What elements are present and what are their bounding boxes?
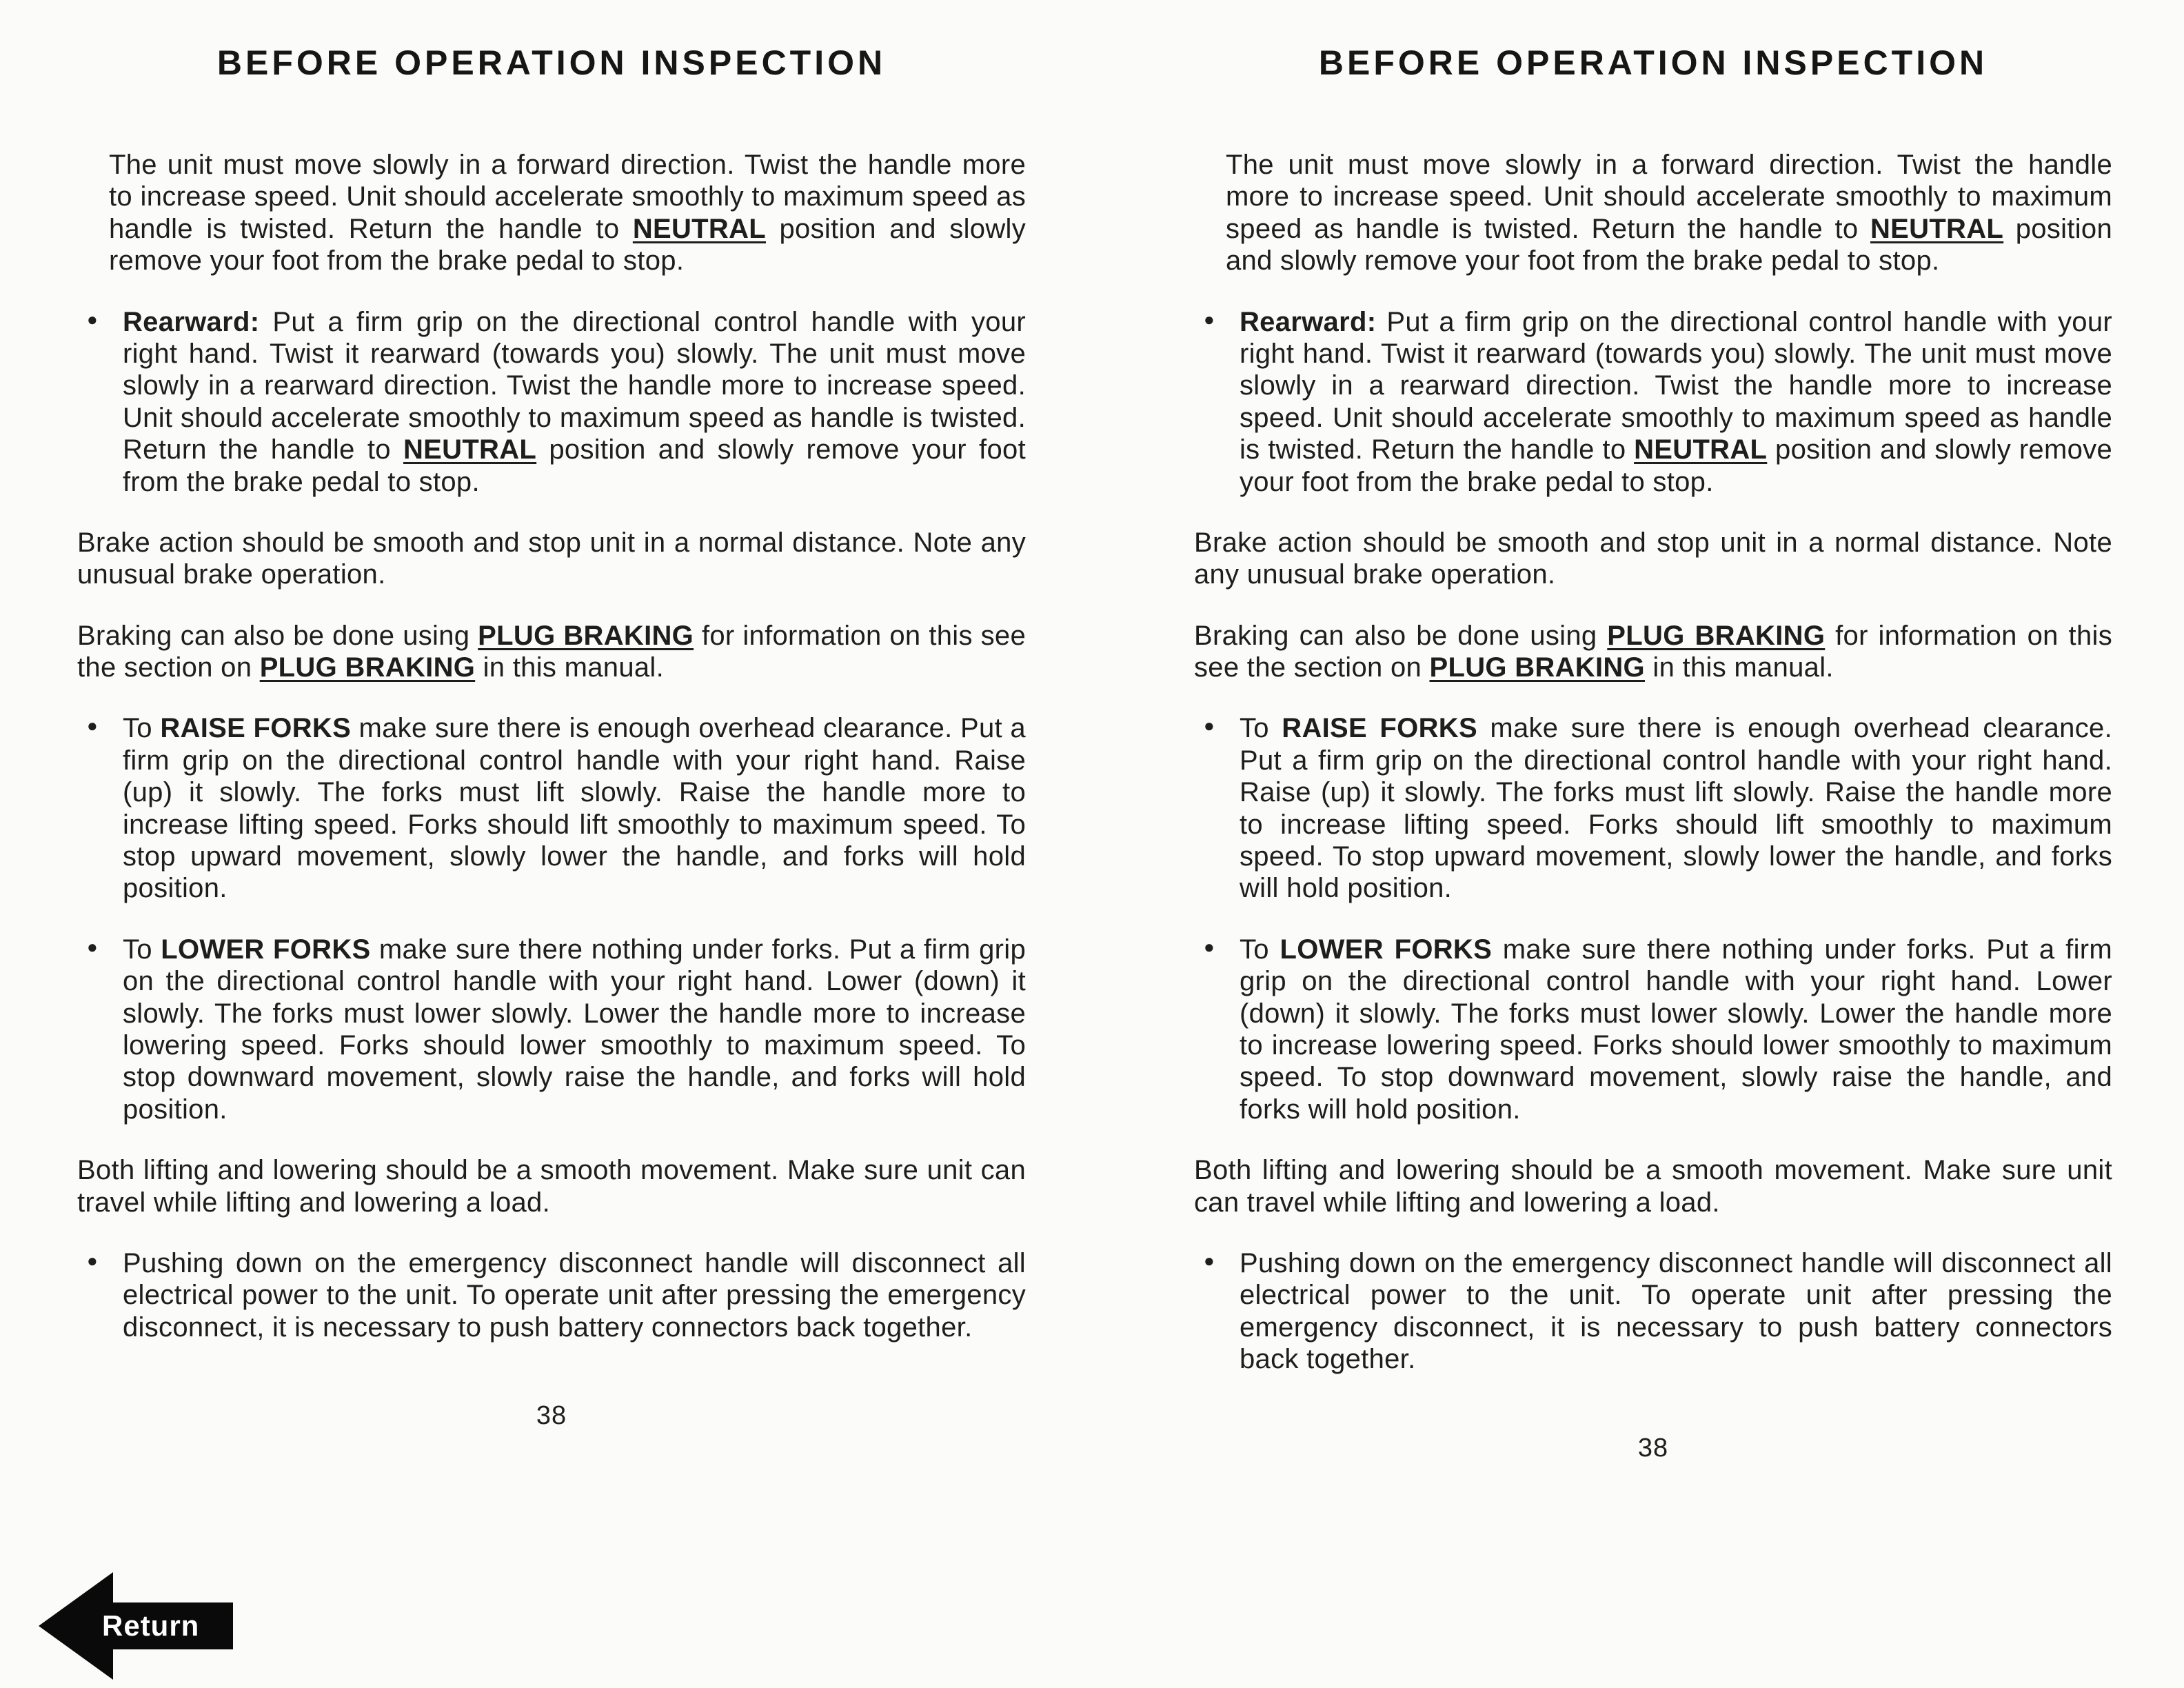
bullet-icon: ●: [87, 936, 99, 957]
text-segment: position and slowly remove your foot from the brake pedal to stop.: [1240, 434, 2112, 497]
text-segment: PLUG BRAKING: [259, 652, 476, 683]
paragraph: [77, 527, 1026, 591]
text-segment: NEUTRAL: [403, 434, 537, 465]
page-content: [1194, 149, 2112, 1376]
text-segment: for information on this see the section on: [77, 620, 1026, 683]
bullet-item: [1204, 1247, 2112, 1376]
text-segment: Braking can also be done using: [77, 620, 478, 651]
text-segment: RAISE FORKS: [1282, 713, 1477, 744]
text-segment: make sure there nothing under forks. Put a firm grip on the directional control handle with your right hand. Lower (down) it slowly. The forks must lower slowly. Lower the handle more to increase lowering speed. Forks should lower smoothly to maximum speed. To stop downward movement, slowly raise the handle, and forks will hold position.: [1240, 934, 2112, 1125]
text-segment: PLUG BRAKING: [1429, 652, 1645, 683]
page-title: BEFORE OPERATION INSPECTION: [216, 43, 887, 82]
text-segment: NEUTRAL: [1870, 213, 2004, 244]
text-segment: Pushing down on the emergency disconnect handle will disconnect all electrical power to the unit. To operate unit after pressing the emergency disconnect, it is necessary to push battery connectors back together.: [123, 1247, 1026, 1343]
text-segment: NEUTRAL: [1634, 434, 1768, 465]
text-segment: position and slowly remove your foot from the brake pedal to stop.: [109, 213, 1027, 277]
paragraph: [1194, 1154, 2112, 1218]
text-segment: Braking can also be done using: [1194, 620, 1608, 651]
paragraph: [1194, 527, 2112, 591]
bullet-icon: ●: [1204, 1249, 1215, 1271]
text-segment: Brake action should be smooth and stop unit in a normal distance. Note any unusual brake operation.: [77, 527, 1026, 590]
text-segment: The unit must move slowly in a forward direction. Twist the handle more to increase speed. Unit should accelerate smoothly to maximum speed as handle is twisted. Return the handle to: [1226, 150, 2112, 244]
text-segment: Brake action should be smooth and stop unit in a normal distance. Note any unusual brake operation.: [1194, 527, 2112, 590]
text-segment: To: [123, 713, 161, 744]
bullet-icon: ●: [1204, 715, 1215, 736]
page-content: [77, 149, 1026, 1343]
text-segment: make sure there is enough overhead clearance. Put a firm grip on the directional control handle with your right hand. Raise (up) it slowly. The forks must lift slowly. Raise the handle more to increase lifting speed. Forks should lift smoothly to maximum speed. To stop upward movement, slowly lower the handle, and forks will hold position.: [1240, 713, 2112, 904]
text-segment: PLUG BRAKING: [478, 620, 694, 651]
bullet-item: [87, 712, 1026, 904]
page-number: 38: [1637, 1433, 1669, 1463]
text-segment: make sure there is enough overhead clearance. Put a firm grip on the directional control handle with your right hand. Raise (up) it slowly. The forks must lift slowly. Raise the handle more to increase lifting speed. Forks should lift smoothly to maximum speed. To stop upward movement, slowly lower the handle, and forks will hold position.: [123, 713, 1026, 904]
text-segment: To: [1240, 713, 1282, 744]
bullet-item: [1204, 306, 2112, 498]
bullet-item: [1204, 712, 2112, 904]
paragraph: [77, 620, 1026, 684]
text-segment: Pushing down on the emergency disconnect handle will disconnect all electrical power to the unit. To operate unit after pressing the emergency disconnect, it is necessary to push battery connectors back together.: [1240, 1247, 2112, 1375]
text-segment: in this manual.: [475, 652, 665, 683]
bullet-item: [1204, 934, 2112, 1125]
text-segment: Put a firm grip on the directional control handle with your right hand. Twist it rearward (towards you) slowly. The unit must move slowly in a rearward direction. Twist the handle more to increase speed. Unit should accelerate smoothly to maximum speed as handle is twisted. Return the handle to: [1240, 306, 2112, 465]
return-button-label: Return: [102, 1609, 200, 1642]
return-button[interactable]: [36, 1567, 236, 1685]
text-segment: LOWER FORKS: [1280, 934, 1493, 965]
text-segment: Put a firm grip on the directional control handle with your right hand. Twist it rearward (towards you) slowly. The unit must move slowly in a rearward direction. Twist the handle more to increase speed. Unit should accelerate smoothly to maximum speed as handle is twisted. Return the handle to: [123, 306, 1026, 465]
text-segment: PLUG BRAKING: [1607, 620, 1826, 651]
bullet-item: [87, 1247, 1026, 1343]
return-arrow-icon: [36, 1567, 236, 1685]
page-title: BEFORE OPERATION INSPECTION: [1318, 43, 1988, 82]
bullet-icon: ●: [87, 715, 99, 736]
text-segment: Both lifting and lowering should be a smooth movement. Make sure unit can travel while lifting and lowering a load.: [1194, 1155, 2112, 1218]
text-segment: NEUTRAL: [632, 213, 767, 244]
paragraph: [109, 149, 1026, 277]
paragraph: [77, 1154, 1026, 1218]
text-segment: Rearward:: [123, 306, 260, 337]
text-segment: Rearward:: [1240, 306, 1377, 337]
bullet-icon: ●: [1204, 936, 1215, 957]
bullet-icon: ●: [87, 308, 99, 330]
bullet-icon: ●: [87, 1249, 99, 1271]
bullet-item: [87, 306, 1026, 498]
text-segment: for information on this see the section on: [1194, 620, 2112, 683]
manual-page-right: [1092, 0, 2184, 1688]
bullet-icon: ●: [1204, 308, 1215, 330]
paragraph: [1226, 149, 2112, 277]
text-segment: in this manual.: [1644, 652, 1834, 683]
text-segment: To: [1240, 934, 1280, 965]
text-segment: RAISE FORKS: [160, 713, 352, 744]
text-segment: position and slowly remove your foot from the brake pedal to stop.: [1226, 213, 2112, 277]
text-segment: Both lifting and lowering should be a smooth movement. Make sure unit can travel while lifting and lowering a load.: [77, 1155, 1026, 1218]
text-segment: make sure there nothing under forks. Put a firm grip on the directional control handle with your right hand. Lower (down) it slowly. The forks must lower slowly. Lower the handle more to increase lowering speed. Forks should lower smoothly to maximum speed. To stop downward movement, slowly raise the handle, and forks will hold position.: [123, 934, 1026, 1125]
paragraph: [1194, 620, 2112, 684]
text-segment: To: [123, 934, 161, 965]
bullet-item: [87, 934, 1026, 1125]
text-segment: LOWER FORKS: [161, 934, 371, 965]
text-segment: position and slowly remove your foot from the brake pedal to stop.: [123, 434, 1026, 497]
text-segment: The unit must move slowly in a forward direction. Twist the handle more to increase speed. Unit should accelerate smoothly to maximum speed as handle is twisted. Return the handle to: [109, 150, 1026, 244]
page-number: 38: [536, 1401, 567, 1431]
